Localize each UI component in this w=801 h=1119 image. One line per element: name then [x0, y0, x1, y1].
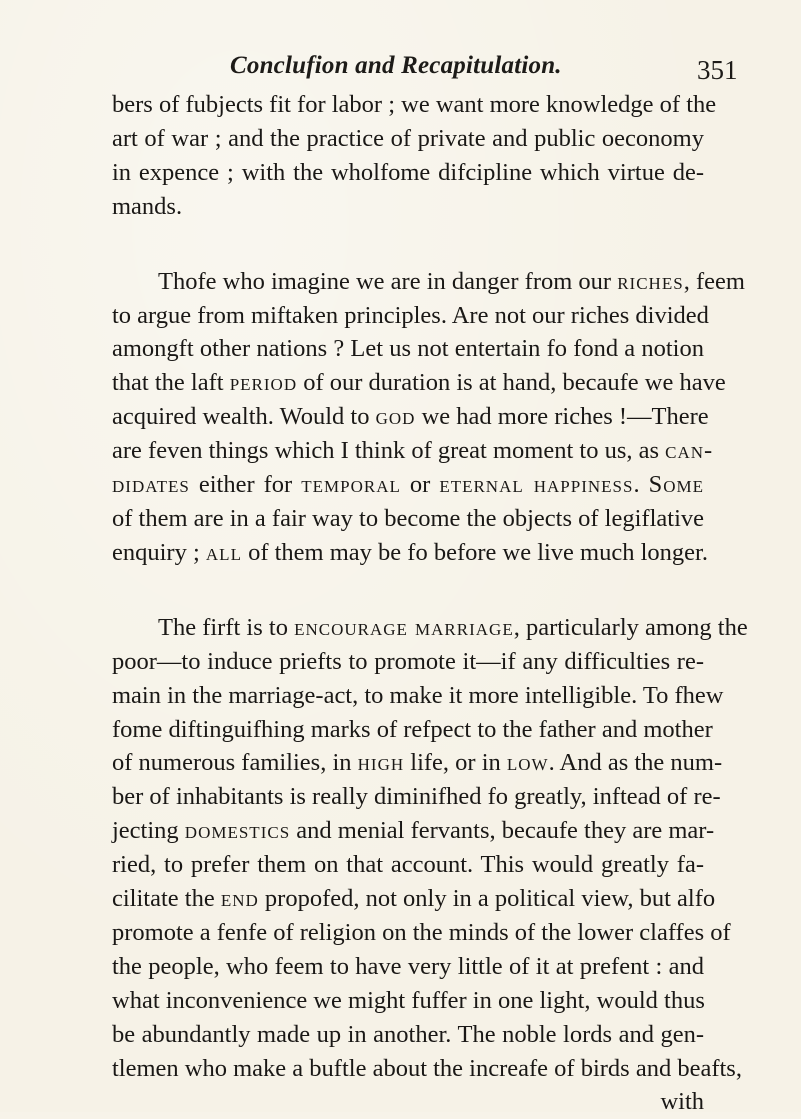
paragraph	[112, 88, 717, 224]
text-run: . And as the num-	[548, 749, 723, 777]
small-caps-text: can-	[665, 437, 714, 465]
text-line	[112, 536, 708, 570]
text-run: of them are in a fair way to become the objects of legiflative	[112, 504, 704, 532]
text-run: what inconvenience we might fuffer in one light, would thus	[112, 986, 705, 1014]
text-run: and menial fervants, becaufe they are mar-	[290, 817, 715, 845]
text-run: , particularly among the	[513, 613, 748, 641]
text-run: be abundantly made up in another. The noble lords and gen-	[112, 1020, 704, 1048]
text-run: ber of inhabitants is really diminifhed fo greatly, inftead of re-	[112, 783, 721, 811]
small-caps-text: domestics	[184, 817, 291, 845]
text-run: of them may be fo before we live much longer.	[241, 538, 708, 566]
text-run: amongft other nations ? Let us not entertain fo fond a notion	[112, 335, 704, 363]
text-run: acquired wealth. Would to	[112, 403, 376, 431]
text-line	[112, 713, 713, 747]
text-run: tlemen who make a buftle about the increafe of birds and beafts,	[112, 1054, 742, 1082]
text-line	[112, 645, 704, 679]
text-body	[112, 88, 748, 1119]
text-line	[112, 434, 714, 468]
text-run: promote a fenfe of religion on the minds of the lower claffes of	[112, 918, 731, 946]
text-line	[112, 366, 726, 400]
text-line	[112, 984, 704, 1018]
text-run: jecting	[112, 817, 185, 845]
text-run: mands.	[112, 192, 183, 220]
small-caps-text: temporal	[301, 471, 401, 499]
text-line	[112, 882, 716, 916]
paragraph-gap	[112, 224, 704, 265]
text-line	[112, 1052, 742, 1086]
text-line	[112, 780, 721, 814]
text-run: cilitate the	[112, 885, 221, 913]
text-run: , feem	[683, 267, 745, 295]
text-line	[112, 332, 704, 366]
text-line	[112, 679, 724, 713]
text-run: that the laft	[112, 369, 230, 397]
text-line	[112, 468, 704, 502]
text-line	[112, 502, 704, 536]
text-run: either for	[189, 471, 302, 499]
text-run: poor—to induce priefts to promote it—if any difficulties re-	[112, 647, 704, 675]
text-line	[112, 1018, 704, 1052]
small-caps-text: period	[229, 369, 298, 397]
text-line	[112, 88, 717, 122]
small-caps-text: eternal happiness	[439, 471, 634, 499]
text-run: fome diftinguifhing marks of refpect to the father and mother	[112, 715, 713, 743]
small-caps-text: high	[357, 749, 405, 777]
text-run: to argue from miftaken principles. Are not our riches divided	[112, 301, 709, 329]
text-line	[112, 611, 748, 645]
catchword: with	[660, 1088, 704, 1116]
text-run: we had more riches !—There	[415, 403, 709, 431]
paragraph	[112, 265, 745, 570]
text-run: The firft is to	[158, 613, 295, 641]
text-line	[112, 299, 709, 333]
text-run: propofed, not only in a political view, but alfo	[258, 885, 716, 913]
text-line	[112, 400, 709, 434]
text-run: Thofe who imagine we are in danger from our	[158, 267, 618, 295]
small-caps-text: riches	[617, 267, 684, 295]
text-run: art of war ; and the practice of private and public oeconomy	[112, 124, 704, 152]
text-run: ried, to prefer them on that account. This would greatly fa-	[112, 851, 704, 879]
text-run: of numerous families, in	[112, 749, 358, 777]
small-caps-text: low	[506, 749, 549, 777]
paragraph	[112, 611, 748, 1086]
text-line	[112, 848, 704, 882]
text-run: bers of fubjects fit for labor ; we want more knowledge of the	[112, 91, 717, 118]
small-caps-text: end	[220, 885, 259, 913]
text-line	[112, 156, 704, 190]
text-line	[112, 950, 704, 984]
text-line	[112, 265, 745, 299]
text-line	[112, 190, 704, 224]
text-run: of our duration is at hand, becaufe we have	[297, 369, 726, 397]
page-number: 351	[697, 55, 738, 85]
paragraph-gap	[112, 570, 704, 611]
small-caps-text: encourage marriage	[294, 613, 514, 641]
text-run: .	[633, 471, 649, 499]
text-run: or	[400, 471, 440, 499]
text-run: enquiry ;	[112, 538, 206, 566]
text-line	[112, 916, 731, 950]
text-run: in expence ; with the wholfome difcipline which virtue de-	[112, 158, 704, 186]
page-header	[0, 48, 801, 88]
text-run: are feven things which I think of great moment to us, as	[112, 437, 666, 465]
small-caps-text: didates	[112, 471, 190, 499]
text-run: main in the marriage-act, to make it more intelligible. To fhew	[112, 681, 724, 709]
text-line	[112, 122, 704, 156]
running-title: Conclufion and Recapitulation.	[230, 52, 562, 79]
small-caps-text: god	[375, 403, 416, 431]
text-line	[112, 814, 715, 848]
text-run: the people, who feem to have very little of it at prefent : and	[112, 952, 704, 980]
text-run: life, or in	[404, 749, 507, 777]
text-line	[112, 746, 723, 780]
small-caps-text: all	[205, 538, 242, 566]
small-caps-text: Some	[648, 471, 704, 499]
